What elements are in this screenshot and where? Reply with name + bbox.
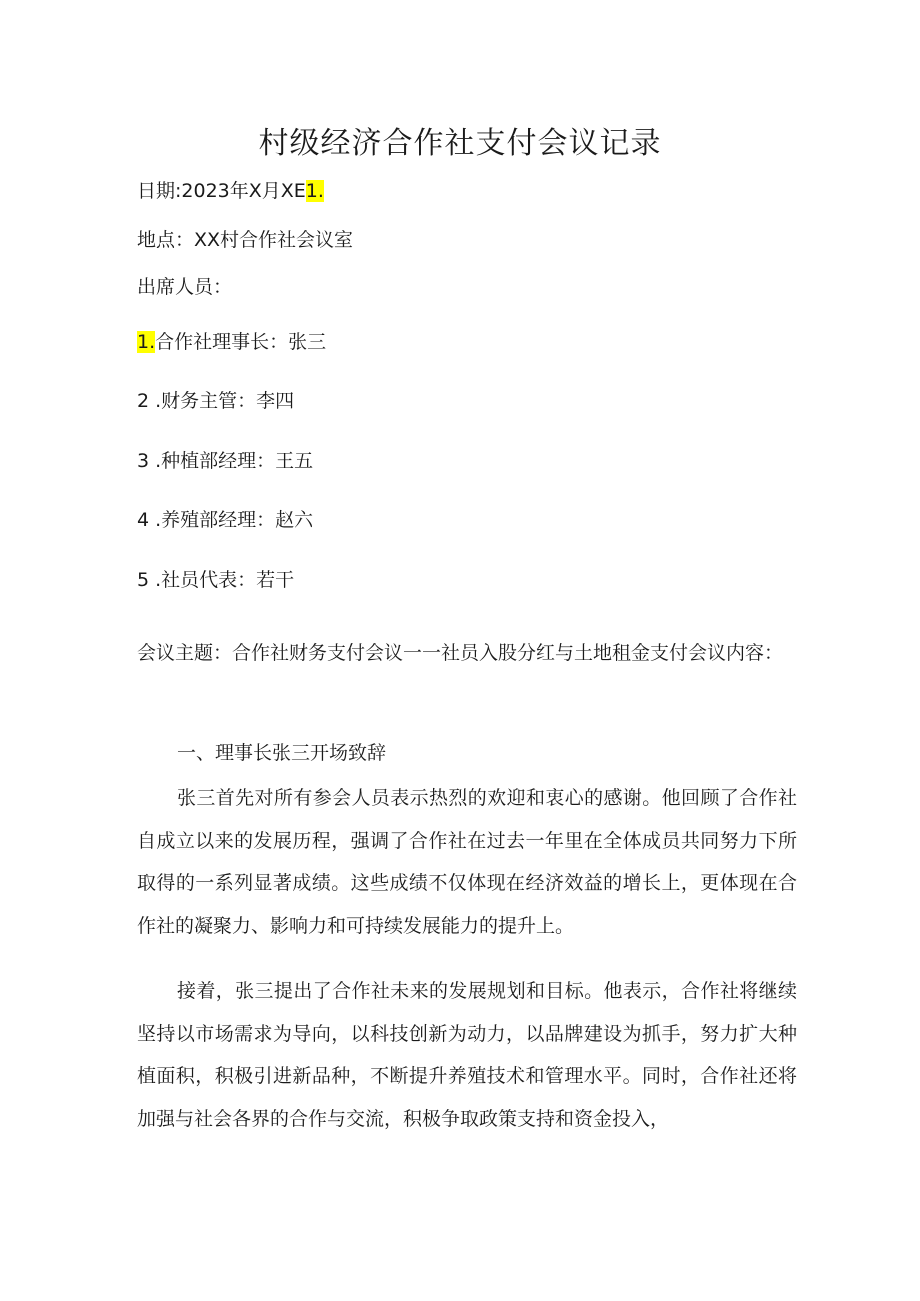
- highlighted-text: 1.: [305, 180, 324, 202]
- attendee-item: [137, 327, 326, 354]
- body-paragraph: 接着，张三提出了合作社未来的发展规划和目标。他表示，合作社将继续坚持以市场需求为导向，以科技创新为动力，以品牌建设为抓手，努力扩大种植面积，积极引进新品种，不断提升养殖技术和管理水平。同时，合作社还将加强与社会各界的合作与交流，积极争取政策支持和资金投入，: [137, 980, 797, 1130]
- attendee-item: [137, 386, 294, 413]
- attendees-label: 出席人员：: [137, 276, 233, 298]
- attendee-item: [137, 505, 313, 532]
- body-paragraph: 张三首先对所有参会人员表示热烈的欢迎和衷心的感谢。他回顾了合作社自成立以来的发展历程，强调了合作社在过去一年里在全体成员共同努力下所取得的一系列显著成绩。这些成绩不仅体现在经济效益的增长上，更体现在合作社的凝聚力、影响力和可持续发展能力的提升上。: [137, 787, 797, 937]
- attendee-item: [137, 446, 313, 473]
- attendee-text: .社员代表：若干: [149, 569, 295, 591]
- attendee-item: [137, 565, 294, 592]
- section-heading: 一、理事长张三开场致辞: [177, 742, 387, 764]
- meeting-location: 地点：XX村合作社会议室: [137, 229, 354, 251]
- attendee-text: 合作社理事长：张三: [155, 331, 327, 353]
- meeting-topic: 会议主题：合作社财务支付会议一一社员入股分红与土地租金支付会议内容：: [137, 642, 784, 664]
- document-title: 村级经济合作社支付会议记录: [258, 126, 662, 161]
- attendee-number: 3: [137, 450, 150, 472]
- attendee-text: .种植部经理：王五: [149, 450, 314, 472]
- meeting-date-text: 日期:2023年X月XE: [137, 180, 306, 202]
- attendee-number: 4: [137, 509, 150, 531]
- attendee-number: 2: [137, 390, 150, 412]
- attendee-text: .财务主管：李四: [149, 390, 295, 412]
- attendee-text: .养殖部经理：赵六: [149, 509, 314, 531]
- attendee-number: 5: [137, 569, 150, 591]
- attendee-number: 1.: [137, 331, 156, 353]
- meeting-date: [137, 176, 324, 203]
